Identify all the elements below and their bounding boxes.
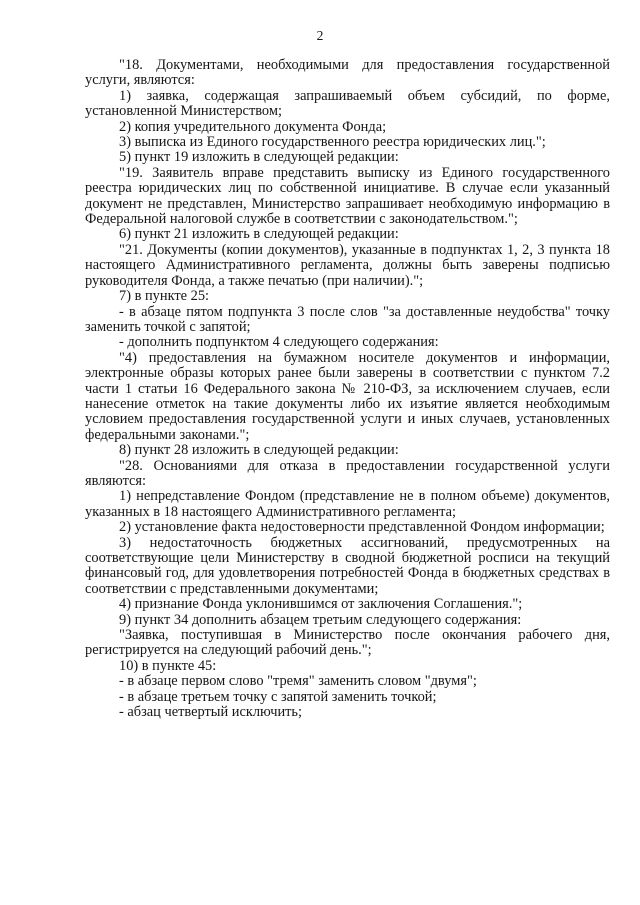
- paragraph-amend-9: 9) пункт 34 дополнить абзацем третьим следующего содержания:: [119, 611, 522, 628]
- paragraph-28-item-1: 1) непредставление Фондом (представление не в полном объеме) документов, указанных в 18 настоящего Административного регламента;: [85, 488, 610, 520]
- page-number: 2: [316, 28, 324, 43]
- paragraph-28-item-4: 4) признание Фонда уклонившимся от заключения Соглашения.";: [119, 596, 523, 613]
- paragraph-25-dash-1: - в абзаце пятом подпункта 3 после слов "за доставленные неудобства" точку заменить точкой с запятой;: [85, 303, 610, 335]
- paragraph-18-item-3: 3) выписка из Единого государственного реестра юридических лиц.";: [119, 134, 546, 151]
- paragraph-45-dash-3: - абзац четвертый исключить;: [119, 704, 302, 721]
- paragraph-21: "21. Документы (копии документов), указанные в подпунктах 1, 2, 3 пункта 18 настоящего Административного регламента, должны быть заверены подписью руководителя Фонда, а также печатью (при наличии).";: [85, 241, 610, 289]
- paragraph-28-item-2: 2) установление факта недостоверности представленной Фондом информации;: [119, 519, 605, 536]
- paragraph-18-item-1: 1) заявка, содержащая запрашиваемый объем субсидий, по форме, установленной Министерством;: [85, 87, 610, 120]
- paragraph-45-dash-2: - в абзаце третьем точку с запятой заменить точкой;: [119, 688, 437, 705]
- paragraph-45-dash-1: - в абзаце первом слово "тремя" заменить словом "двумя";: [119, 673, 477, 690]
- paragraph-18-item-2: 2) копия учредительного документа Фонда;: [119, 118, 387, 135]
- paragraph-25-dash-2: - дополнить подпунктом 4 следующего содержания:: [119, 334, 439, 351]
- paragraph-19: "19. Заявитель вправе представить выписку из Единого государственного реестра юридических лиц по собственной инициативе. В случае если указанный документ не представлен, Министерство запрашивает необходимую информацию в Федеральной налоговой службе в соответствии с законодательством.";: [85, 164, 610, 228]
- paragraph-25-item-4: "4) предоставления на бумажном носителе документов и информации, электронные образы которых ранее были заверены в соответствии с пунктом 7.2 части 1 статьи 16 Федерального закона № 210-ФЗ, за исключением случаев, если нанесение отметок на такие документы либо их изъятие является необходимым условием предоставления государственной услуги и иных случаев, установленных федеральными законами.";: [85, 349, 610, 443]
- paragraph-28-item-3: 3) недостаточность бюджетных ассигнований, предусмотренных на соответствующие цели Министерству в сводной бюджетной росписи на текущий финансовый год, для удовлетворения потребностей Фонда в бюджетных средствах в соответствии с представленными документами;: [85, 534, 610, 597]
- paragraph-amend-7: 7) в пункте 25:: [119, 288, 210, 305]
- paragraph-amend-6: 6) пункт 21 изложить в следующей редакции:: [119, 226, 399, 243]
- paragraph-amend-5: 5) пункт 19 изложить в следующей редакции:: [119, 149, 399, 166]
- paragraph-18-intro: "18. Документами, необходимыми для предоставления государственной услуги, являются:: [85, 57, 610, 89]
- paragraph-34-addition: "Заявка, поступившая в Министерство после окончания рабочего дня, регистрируется на следующий рабочий день.";: [85, 627, 610, 659]
- document-body: [85, 58, 610, 720]
- paragraph-amend-8: 8) пункт 28 изложить в следующей редакции:: [119, 442, 399, 459]
- paragraph-amend-10: 10) в пункте 45:: [119, 657, 217, 674]
- paragraph-28-intro: "28. Основаниями для отказа в предоставлении государственной услуги являются:: [85, 457, 610, 489]
